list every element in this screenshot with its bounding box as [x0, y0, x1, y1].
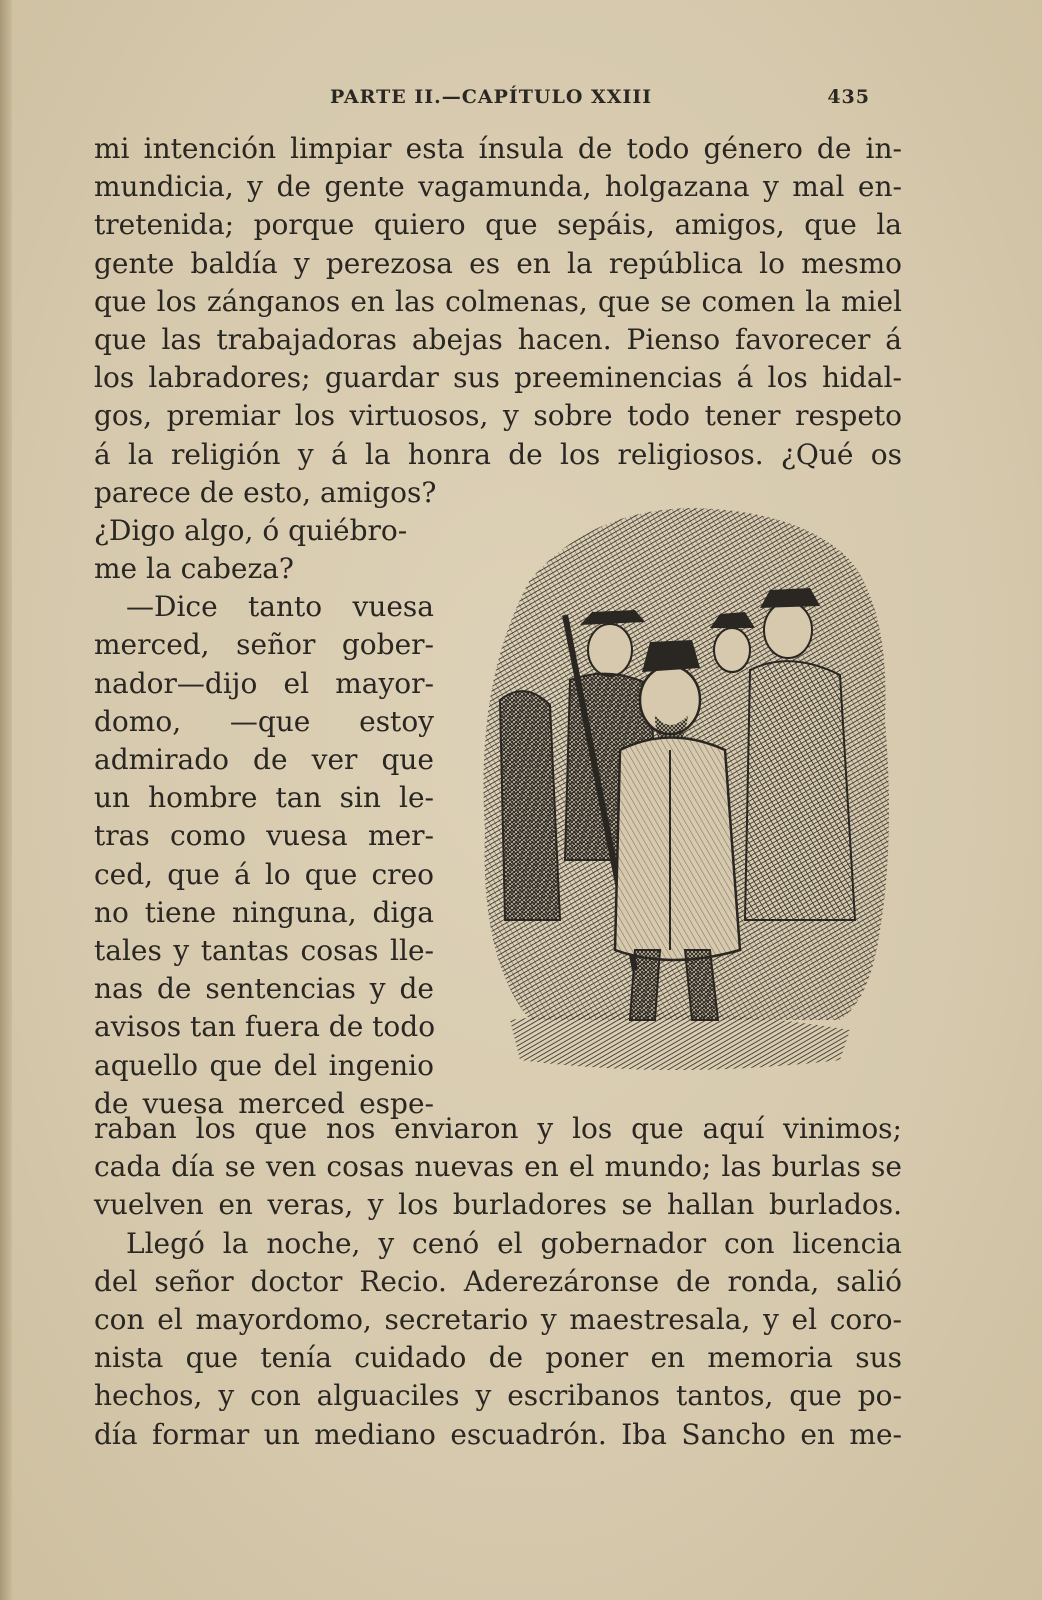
- text-line: los labradores; guardar sus preeminencias á los hidal-: [94, 361, 902, 395]
- text-line: avisos tan fuera de todo: [94, 1010, 436, 1044]
- text-line: que las trabajadoras abejas hacen. Pienso favorecer á: [94, 322, 902, 356]
- body-text-bottom: [94, 1110, 902, 1454]
- text-line: admirado de ver que: [94, 743, 434, 776]
- paragraph-start-line: Llegó la noche, y cenó el gobernador con licencia: [126, 1226, 902, 1260]
- engraving-illustration: [470, 500, 900, 1100]
- text-line: nista que tenía cuidado de poner en memoria sus: [94, 1341, 902, 1375]
- text-line: domo, —que estoy: [94, 704, 434, 738]
- text-line: día formar un mediano escuadrón. Iba Sancho en me-: [94, 1417, 902, 1451]
- text-line: merced, señor gober-: [94, 628, 434, 662]
- text-line: del señor doctor Recio. Aderezáronse de ronda, salió: [94, 1264, 902, 1298]
- text-line: me la cabeza?: [94, 552, 294, 586]
- text-line: nador—dijo el mayor-: [94, 666, 434, 700]
- text-line: vuelven en veras, y los burladores se hallan burlados.: [94, 1188, 902, 1222]
- running-title: PARTE II.—CAPÍTULO XXIII: [330, 86, 653, 108]
- text-line: gos, premiar los virtuosos, y sobre todo tener respeto: [94, 399, 902, 433]
- text-line: con el mayordomo, secretario y maestresala, y el coro-: [94, 1302, 902, 1336]
- text-line: de vuesa merced espe-: [94, 1086, 434, 1120]
- text-line: un hombre tan sin le-: [94, 781, 434, 815]
- text-line: tras como vuesa mer-: [94, 819, 434, 853]
- text-line: que los zánganos en las colmenas, que se comen la miel: [94, 284, 902, 318]
- text-line: tales y tantas cosas lle-: [94, 933, 434, 967]
- text-line: mi intención limpiar esta ínsula de todo género de in-: [94, 132, 902, 165]
- text-line: á la religión y á la honra de los religiosos. ¿Qué os: [94, 437, 902, 471]
- text-line: raban los que nos enviaron y los que aquí vinimos;: [94, 1112, 902, 1145]
- text-line: ced, que á lo que creo: [94, 857, 434, 891]
- text-line: parece de esto, amigos?: [94, 475, 437, 509]
- text-line: gente baldía y perezosa es en la república lo mesmo: [94, 246, 902, 280]
- text-line: nas de sentencias y de: [94, 972, 434, 1006]
- page-spine-edge: [0, 0, 12, 1600]
- ground: [510, 1012, 850, 1070]
- text-line: ¿Digo algo, ó quiébro-: [94, 513, 408, 547]
- page-number: 435: [827, 86, 870, 108]
- text-line: tretenida; porque quiero que sepáis, amigos, que la: [94, 208, 902, 242]
- body-text-beside-illustration: [94, 474, 437, 1123]
- text-line: —Dice tanto vuesa: [126, 590, 434, 624]
- text-line: mundicia, y de gente vagamunda, holgazana y mal en-: [94, 170, 902, 204]
- text-line: aquello que del ingenio: [94, 1048, 434, 1082]
- page-header: [330, 86, 870, 114]
- text-line: no tiene ninguna, diga: [94, 895, 434, 929]
- text-line: cada día se ven cosas nuevas en el mundo; las burlas se: [94, 1150, 902, 1184]
- text-line: hechos, y con alguaciles y escribanos tantos, que po-: [94, 1379, 902, 1413]
